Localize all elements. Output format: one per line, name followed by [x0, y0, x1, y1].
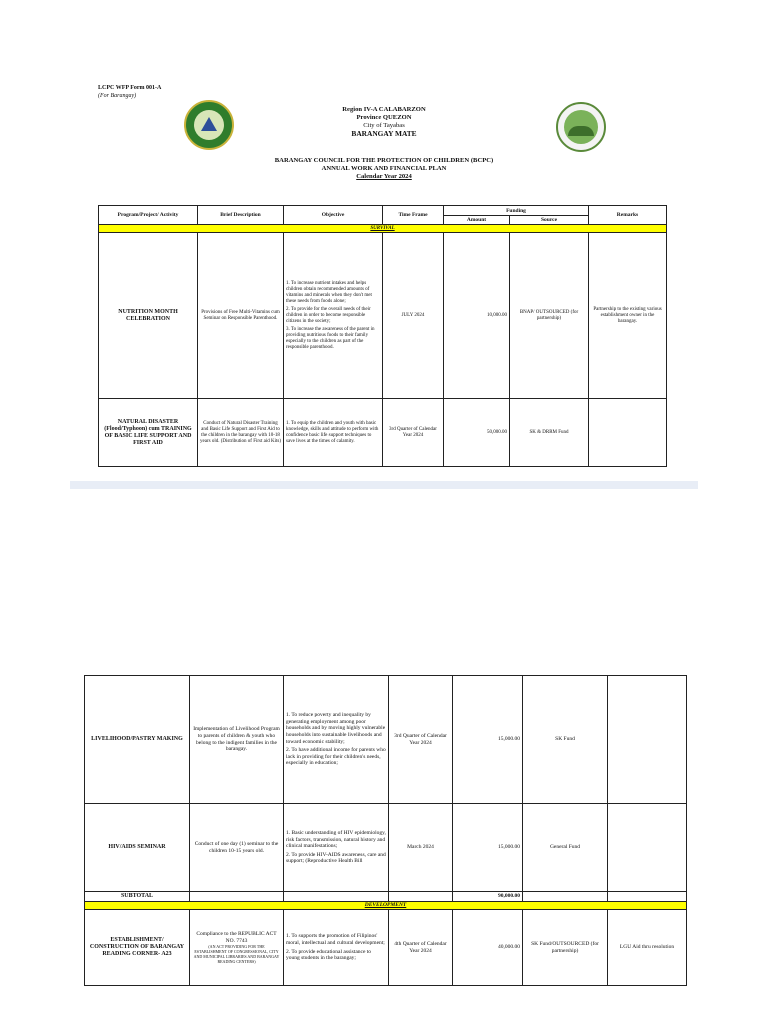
source-cell: SK & DRRM Fund — [510, 399, 589, 467]
col-timeframe: Time Frame — [383, 206, 444, 225]
description-cell: Conduct of one day (1) seminar to the children 10-15 years old. — [190, 804, 284, 892]
subtotal-label: SUBTOTAL — [85, 892, 190, 902]
form-reference — [98, 84, 161, 100]
description-cell — [190, 910, 284, 986]
table-row — [85, 676, 687, 804]
objective-cell — [284, 233, 383, 399]
plan-table-page-1 — [98, 205, 667, 467]
objective-item: 1. To supports the promotion of Filipinos' moral, intellectual and cultural development; — [286, 933, 385, 946]
region-line: Region IV-A CALABARZON — [342, 106, 426, 113]
description-text: Compliance to the REPUBLIC ACT NO. 7743 — [196, 930, 277, 944]
timeframe-cell: 3rd Quarter of Calendar Year 2024 — [389, 676, 453, 804]
program-cell: HIV/AIDS SEMINAR — [85, 804, 190, 892]
objective-item: 1. To reduce poverty and inequality by generating employment among poor households and by moving highly vulnerable households into sustainable livelihoods and toward economic stability; — [286, 712, 386, 745]
table-row — [99, 233, 667, 399]
objective-item: 2. To provide for the overall needs of their children in order to become responsible citizens in the society; — [286, 306, 371, 324]
description-act-title: (AN ACT PROVIDING FOR THE ESTABLISHMENT OF CONGRESSIONAL, CITY AND MUNICIPAL LIBRARIES AND BARANGAY READING CENTERS) — [193, 944, 280, 965]
remarks-cell — [608, 676, 687, 804]
objective-item: 2. To provide educational assistance to young students in the barangay; — [286, 948, 372, 962]
program-cell: NATURAL DISASTER (Flood/Typhoon) cum TRAINING OF BASIC LIFE SUPPORT AND FIRST AID — [99, 399, 198, 467]
objective-cell — [284, 804, 389, 892]
objective-item: 2. To have additional income for parents who lack in providing for their children's needs, especially in education; — [286, 747, 386, 767]
program-cell: NUTRITION MONTH CELEBRATION — [99, 233, 198, 399]
objective-item: 1. Basic understanding of HIV epidemiology, risk factors, transmission, natural history and clinical manifestations; — [286, 830, 386, 850]
amount-cell: 40,000.00 — [453, 910, 523, 986]
timeframe-cell: 4th Quarter of Calendar Year 2024 — [389, 910, 453, 986]
program-cell: LIVELIHOOD/PASTRY MAKING — [85, 676, 190, 804]
plan-title: ANNUAL WORK AND FINANCIAL PLAN — [321, 165, 447, 172]
barangay-mate-seal-icon — [556, 102, 606, 152]
city-line: City of Tayabas — [363, 122, 405, 129]
col-program: Program/Project/ Activity — [99, 206, 198, 225]
description-cell: Provisions of Free Multi-Vitamins cum Seminar on Responsible Parenthood. — [198, 233, 284, 399]
form-code: LCPC WFP Form 001-A — [98, 85, 162, 91]
source-cell: SK Fund/OUTSOURCED (for partnership) — [523, 910, 608, 986]
objective-cell — [284, 676, 389, 804]
timeframe-cell: 3rd Quarter of Calendar Year 2024 — [383, 399, 444, 467]
source-cell: General Fund — [523, 804, 608, 892]
amount-cell: 50,000.00 — [444, 399, 510, 467]
page-divider — [70, 481, 698, 489]
province-line: Province QUEZON — [356, 114, 412, 121]
objective-item: 3. To increase the awareness of the parent in providing nutritious foods to their family especially to the children as part of the responsible parenthood. — [286, 326, 375, 350]
subtotal-amount: 90,000.00 — [453, 892, 523, 902]
table-row — [99, 399, 667, 467]
remarks-cell — [589, 399, 667, 467]
objective-cell — [284, 399, 383, 467]
objective-cell — [284, 910, 389, 986]
source-cell: SK Fund — [523, 676, 608, 804]
source-cell: BNAP/ OUTSOURCED (for partnership) — [510, 233, 589, 399]
col-funding: Funding — [444, 206, 589, 216]
col-source: Source — [510, 216, 589, 225]
program-cell: ESTABLISHMENT/ CONSTRUCTION OF BARANGAY READING CORNER- A23 — [85, 910, 190, 986]
form-sub: (For Barangay) — [98, 93, 137, 99]
section-survival: SURVIVAL — [99, 225, 667, 233]
description-cell: Implementation of Livelihood Program to parents of children & youth who belong to the indigent families in the barangay. — [190, 676, 284, 804]
year-title: Calendar Year 2024 — [356, 173, 412, 180]
barangay-line: BARANGAY MATE — [351, 129, 417, 138]
amount-cell: 15,000.00 — [453, 804, 523, 892]
remarks-cell: LGU Aid thru resolution — [608, 910, 687, 986]
section-development: DEVELOPMENT — [85, 902, 687, 910]
col-description: Brief Description — [198, 206, 284, 225]
subtotal-row — [85, 892, 687, 902]
objective-item: 2. To provide HIV-AIDS awareness, care and support; (Reproductive Health Bill — [286, 851, 386, 865]
objective-item: 1. To equip the children and youth with basic knowledge, skills and attitude to perform with confidence basic life support techniques to save lives at the times of calamity. — [286, 420, 379, 444]
table-row — [85, 910, 687, 986]
remarks-cell — [608, 804, 687, 892]
col-remarks: Remarks — [589, 206, 667, 225]
table-row — [85, 804, 687, 892]
description-cell: Conduct of Natural Disaster Training and Basic Life Support and First Aid to the children in the barangay with 10-18 years old. (Distribution of First aid Kits) — [198, 399, 284, 467]
document-title — [190, 157, 578, 181]
timeframe-cell: March 2024 — [389, 804, 453, 892]
timeframe-cell: JULY 2024 — [383, 233, 444, 399]
barangay-seal-left-icon — [184, 100, 234, 150]
document-header — [240, 106, 528, 138]
amount-cell: 15,000.00 — [453, 676, 523, 804]
col-amount: Amount — [444, 216, 510, 225]
objective-item: 1. To increase nutrient intakes and helps children obtain recommended amounts of vitamins and minerals when they don't met these needs from foods alone; — [286, 280, 372, 304]
amount-cell: 10,000.00 — [444, 233, 510, 399]
remarks-cell: Partnership to the existing various establishment owner in the barangay. — [589, 233, 667, 399]
col-objective: Objective — [284, 206, 383, 225]
plan-table-page-2 — [84, 675, 687, 986]
council-title: BARANGAY COUNCIL FOR THE PROTECTION OF CHILDREN (BCPC) — [274, 157, 494, 164]
